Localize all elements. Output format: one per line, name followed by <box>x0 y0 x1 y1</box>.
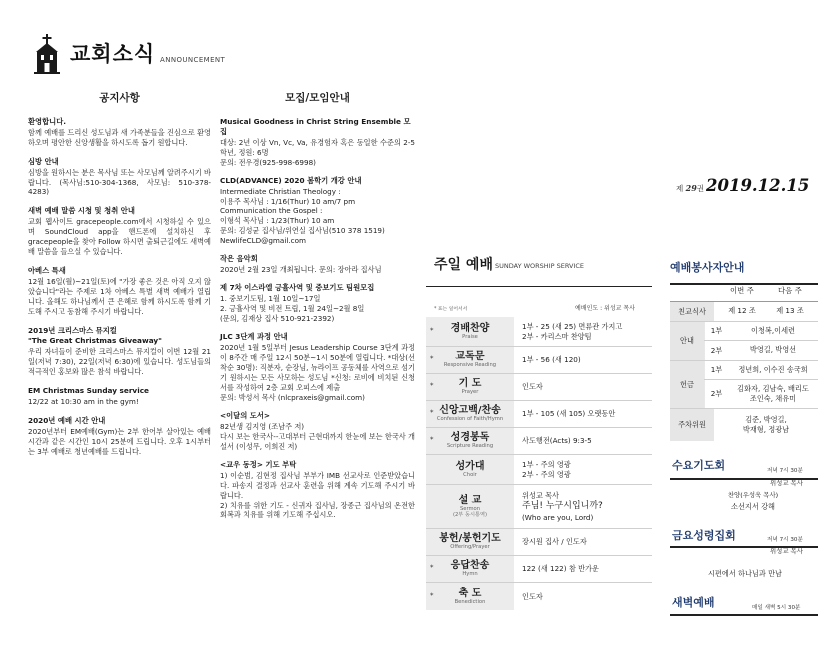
gathering-body: 1) 이순범, 김현정 집사님 부부가 IMB 선교사로 인준받았습니다. 파송지 결정과 선교사 훈련을 위해 계속 기도해 주시기 바랍니다. 2) 치유를 위한 기도 - 신귀자 집사님, 장종근 집사님의 온전한 회복과 치유를 위해 기도해 주십시오. <box>220 470 415 520</box>
volunteers-table <box>670 301 818 441</box>
worship-row <box>426 401 652 428</box>
announcement-item <box>28 117 211 148</box>
worship-detail-line: 인도자 <box>522 382 543 392</box>
announcement-body: 2020년부터 EM예배(Gym)는 2부 한어부 살아있는 예배 시간과 같은 시간인 10시 25분에 드립니다. 오후 1시부터는 3부 예배로 청년예배를 드립니다. <box>28 427 211 456</box>
worship-item-en: Hymn <box>462 571 478 578</box>
volunteer-service: 1부 <box>704 361 728 379</box>
worship-item-en: Scripture Reading <box>446 443 494 450</box>
worship-detail-line: 1부 - 56 (새 120) <box>522 355 581 365</box>
worship-row-label <box>426 455 514 484</box>
volunteer-service: 2부 <box>704 341 728 360</box>
gathering-body: 2020년 1월 5일부터 Jesus Leadership Course 3단계 과정이 8주간 매 주일 12시 50분~1시 50분에 열립니다. *대상(선착순 30명): 직분자, 순장님, 뉴라이프 공동체를 사역으로 섬기기 원하시는 모든 사모하는 성도님 *신청: 로비에 비치된 신청서를 작성하여 2층 교회 오피스에 제출 문의: 박성서 목사 (nlcpraxeis@gmail.com) <box>220 343 415 402</box>
worship-row-detail <box>514 401 652 427</box>
standing-marker: * <box>430 591 434 600</box>
worship-item-en: Confession of Faith/Hymn <box>436 416 504 423</box>
announcements-heading: 공지사항 <box>99 92 140 104</box>
worship-row-detail <box>514 529 652 555</box>
volunteer-row <box>704 341 818 360</box>
volunteer-next-week: 제 13 조 <box>776 306 804 316</box>
worship-row <box>426 428 652 455</box>
worship-item-en: Sermon <box>459 505 481 512</box>
announcement-item <box>28 416 211 457</box>
announcement-title: 2019년 크리스마스 뮤지컬 "The Great Christmas Giveaway" <box>28 326 162 346</box>
worship-row-detail <box>514 455 652 484</box>
worship-detail-line: 사도행전(Acts) 9:3-5 <box>522 436 592 446</box>
announcement-body: 함께 예배를 드리신 성도님과 새 가족분들을 진심으로 환영하오며 평안한 신앙생활을 하시도록 돕기 원합니다. <box>28 127 211 147</box>
worship-detail-line: (Who are you, Lord) <box>522 512 594 522</box>
volunteer-row <box>704 322 818 341</box>
worship-item-ko: 설 교 <box>458 494 482 506</box>
worship-row <box>426 485 652 529</box>
worship-detail-line: 2부 - 주의 영광 <box>522 469 571 479</box>
announcement-item <box>28 266 211 317</box>
friday-leader: 위성교 목사 <box>770 547 803 555</box>
worship-row-label <box>426 428 514 454</box>
gatherings-column <box>220 92 415 528</box>
volunteer-name-line: 박재형, 정광남 <box>742 425 790 434</box>
volunteer-this-week: 정년희, 이수진 송국희 <box>738 364 808 374</box>
wednesday-time: 저녁 7시 30분 <box>767 468 803 474</box>
worship-row <box>426 556 652 583</box>
volunteers-col-this-week: 이번 주 <box>730 286 754 295</box>
worship-row-detail <box>514 428 652 454</box>
worship-item-en: Choir <box>463 471 477 478</box>
standing-marker: * <box>430 408 434 417</box>
worship-row <box>426 317 652 347</box>
worship-row-label <box>426 347 514 373</box>
gathering-title: CLD(ADVANCE) 2020 봄학기 개강 안내 <box>220 175 362 185</box>
worship-item-en-note: (2부 동시통역) <box>452 512 488 518</box>
volunteer-role: 친교식사 <box>670 302 714 321</box>
volunteer-service: 2부 <box>704 380 728 408</box>
volunteer-role: 안내 <box>670 322 704 360</box>
worship-row-detail <box>514 347 652 373</box>
worship-row-label <box>426 583 514 610</box>
worship-row <box>426 374 652 401</box>
announcement-item <box>28 157 211 198</box>
worship-item-ko: 기 도 <box>458 378 482 390</box>
friday-time: 저녁 7시 30분 <box>767 537 803 543</box>
worship-detail-line: 122 (새 122) 참 반가운 <box>522 564 599 574</box>
worship-item-en: Responsive Reading <box>443 362 497 369</box>
worship-row <box>426 455 652 485</box>
issue-volume-number: 29 <box>685 183 697 193</box>
worship-row-detail <box>514 556 652 582</box>
church-icon <box>34 34 60 74</box>
gathering-title: <이달의 도서> <box>220 410 271 420</box>
volunteer-row <box>670 302 818 322</box>
worship-leader: 예배인도 : 위성교 목사 <box>575 305 635 312</box>
volunteers-divider <box>670 283 818 285</box>
worship-item-ko: 봉헌/봉헌기도 <box>439 533 501 545</box>
worship-row-detail <box>514 485 652 528</box>
worship-detail-line: 1부 - 105 (새 105) 오랫동안 <box>522 409 616 419</box>
worship-row-label <box>426 374 514 400</box>
page-subtitle: ANNOUNCEMENT <box>160 56 226 64</box>
worship-item-ko: 축 도 <box>458 587 482 599</box>
volunteer-this-week: 이청복,이세련 <box>751 325 795 335</box>
worship-item-ko: 경배찬양 <box>450 322 490 334</box>
wednesday-leader: 위성교 목사 <box>770 479 803 487</box>
worship-row-label <box>426 529 514 555</box>
page-title: 교회소식 <box>70 42 156 66</box>
worship-row-label <box>426 317 514 346</box>
worship-row <box>426 583 652 610</box>
dawn-time: 매일 새벽 5시 30분 <box>752 605 801 611</box>
gathering-item <box>220 254 415 275</box>
worship-subtitle: SUNDAY WORSHIP SERVICE <box>495 262 584 270</box>
issue-volume-prefix: 제 <box>676 184 684 193</box>
gathering-item <box>220 411 415 452</box>
gathering-item <box>220 283 415 324</box>
volunteer-group-usher <box>670 322 818 361</box>
gathering-body: 1. 중보기도팀, 1월 10일~17일 2. 긍휼사역 및 비전 트립, 1월 24일~2월 8일 (문의, 김재상 집사 510-921-2392) <box>220 294 365 324</box>
announcement-item <box>28 206 211 257</box>
volunteer-name-line: 김화자, 김남숙, 배리도 <box>737 383 809 393</box>
standing-marker: * <box>430 381 434 390</box>
issue-volume-suffix: 권 <box>696 184 705 193</box>
volunteer-name-line: 김준, 박영길, <box>745 414 787 424</box>
volunteer-this-week <box>728 380 818 408</box>
volunteer-this-week: 박영길, 박영선 <box>749 345 797 355</box>
worship-detail-line: 인도자 <box>522 591 543 601</box>
gathering-body: 82년생 김지영 (조남주 저) 다시 보는 한국사--고대부터 근현대까지 한눈에 보는 한국사 개설서 (이성무, 이희진 저) <box>220 421 415 451</box>
friday-title: 금요성령집회 <box>672 529 736 542</box>
worship-detail-line: 2부 - 카리스마 찬양팀 <box>522 331 592 341</box>
wednesday-title: 수요기도회 <box>672 459 726 472</box>
volunteer-this-week <box>714 409 818 441</box>
worship-detail-line: 1부 - 주의 영광 <box>522 459 571 469</box>
worship-row-label <box>426 485 514 528</box>
volunteer-row <box>670 409 818 441</box>
standing-marker: * <box>430 563 434 572</box>
worship-row-detail <box>514 583 652 610</box>
standing-marker: * <box>430 354 434 363</box>
gathering-title: 작은 음악회 <box>220 254 258 264</box>
gathering-body: 2020년 2월 23일 개최됩니다. 문의: 장아라 집사님 <box>220 265 382 275</box>
volunteer-name-line: 조인숙, 채유미 <box>749 394 797 403</box>
volunteers-col-next-week: 다음 주 <box>778 286 802 295</box>
announcement-title: 새벽 예배 말씀 시청 및 청취 안내 <box>28 206 135 216</box>
volunteer-service: 1부 <box>704 322 728 340</box>
worship-detail-line: 장시원 집사 / 인도자 <box>522 537 587 547</box>
friday-line1: 시편에서 하나님과 만남 <box>707 569 782 578</box>
worship-detail-line: 위성교 목사 <box>522 490 560 500</box>
announcement-title: 심방 안내 <box>28 156 59 166</box>
standing-marker: * <box>430 326 434 335</box>
volunteer-group-offering <box>670 361 818 409</box>
worship-row <box>426 529 652 556</box>
wednesday-line2: 소선지서 강해 <box>731 502 775 511</box>
worship-item-en: Offering/Prayer <box>450 544 490 551</box>
gathering-item <box>220 176 415 247</box>
announcement-body: 12/22 at 10:30 am in the gym! <box>28 397 139 407</box>
worship-detail-line: 1부 - 25 (새 25) 면류관 가지고 <box>522 321 623 331</box>
gathering-item <box>220 332 415 403</box>
gathering-body: Intermediate Christian Theology : 이용주 목사님 : 1/16(Thur) 10 am/7 pm Communication the Gospel : 이형석 목사님 : 1/23(Thur) 10 am 문의: 김성균 집사님/위연실 집사님(510 378 1519) NewlifeCLD@gmail.com <box>220 186 385 246</box>
announcements-column <box>28 92 211 466</box>
volunteer-row <box>704 380 818 408</box>
worship-row-label <box>426 401 514 427</box>
announcement-title: 2020년 예배 시간 안내 <box>28 415 106 425</box>
volunteer-this-week: 제 12 조 <box>728 306 756 316</box>
worship-row-detail <box>514 374 652 400</box>
worship-title: 주일 예배 <box>434 257 493 273</box>
sermon-title: 주님! 누구시입니까? <box>522 501 603 512</box>
wednesday-line1: 찬양(우성욱 목사) <box>727 491 779 499</box>
volunteer-role: 주차위원 <box>670 409 714 441</box>
worship-item-ko: 성경봉독 <box>450 432 490 444</box>
worship-item-ko: 성가대 <box>455 460 485 472</box>
worship-note: * 표는 일어서서 <box>434 307 468 312</box>
standing-marker: * <box>430 435 434 444</box>
issue-volume <box>676 184 704 193</box>
gathering-title: JLC 3단계 과정 안내 <box>220 332 288 342</box>
announcement-title: 환영합니다. <box>28 116 67 126</box>
gatherings-heading: 모집/모임안내 <box>285 92 350 104</box>
announcement-item <box>28 386 211 407</box>
announcement-title: 아베스 특새 <box>28 266 66 276</box>
gathering-item <box>220 460 415 521</box>
announcement-title: EM Christmas Sunday service <box>28 385 149 395</box>
worship-item-en: Benediction <box>454 598 486 605</box>
gathering-title: Musical Goodness in Christ String Ensemble 모집 <box>220 116 411 136</box>
volunteers-title: 예배봉사자안내 <box>670 261 745 274</box>
worship-item-en: Prayer <box>461 389 479 396</box>
dawn-title: 새벽예배 <box>672 596 715 609</box>
gathering-item <box>220 117 415 168</box>
issue-date: 2019.12.15 <box>706 176 810 195</box>
announcement-body: 심방을 원하시는 분은 목사님 또는 사모님께 알려주시기 바랍니다. (목사님:510-304-1368, 사모님: 510-378-4283) <box>28 167 211 197</box>
worship-item-en: Praise <box>462 333 478 340</box>
volunteer-role: 헌금 <box>670 361 704 408</box>
worship-item-ko: 신앙고백/찬송 <box>439 405 501 417</box>
worship-item-ko: 교독문 <box>455 351 485 363</box>
announcement-item <box>28 326 211 377</box>
gathering-title: 제 7차 이스라엘 긍휼사역 및 중보기도 팀원모집 <box>220 283 375 293</box>
dawn-divider <box>670 614 818 616</box>
volunteer-row <box>704 361 818 380</box>
announcement-body: 우리 자녀들이 준비한 크리스마스 뮤지컬이 이번 12월 21일(저녁 7:30), 22일(저녁 6:30)에 있습니다. 성도님들의 적극적인 홍보와 많은 참석 바랍니다. <box>28 347 211 377</box>
worship-item-ko: 응답찬송 <box>450 560 490 572</box>
gathering-title: <교우 동정> 기도 부탁 <box>220 459 297 469</box>
gathering-body: 대상: 2년 이상 Vn, Vc, Va, 유경험자 혹은 동일한 수준의 2-5학년, 정원: 6명 문의: 전우경(925-998-6998) <box>220 137 415 167</box>
announcement-body: 12월 16일(월)~21일(토)에 "가장 좋은 것은 아직 오지 않았습니다"라는 주제로 1차 아베스 특별 새벽 예배가 열립니다. 올해도 하나님께서 큰 은혜로 함께 하시도록 함께 기도해 주시고 동참해 주시기 바랍니다. <box>28 277 211 317</box>
volunteer-values <box>714 302 818 321</box>
worship-row-label <box>426 556 514 582</box>
worship-row <box>426 347 652 374</box>
worship-divider <box>426 286 652 287</box>
announcement-body: 교회 웹사이트 gracepeople.com에서 시청하실 수 있으며 SoundCloud app을 핸드폰에 설치하신 후 gracepeople을 찾아 Follow 하시면 출퇴근길에도 새벽예배 말씀을 들으실 수 있습니다. <box>28 217 211 257</box>
worship-row-detail <box>514 317 652 346</box>
worship-order-table <box>426 317 652 610</box>
